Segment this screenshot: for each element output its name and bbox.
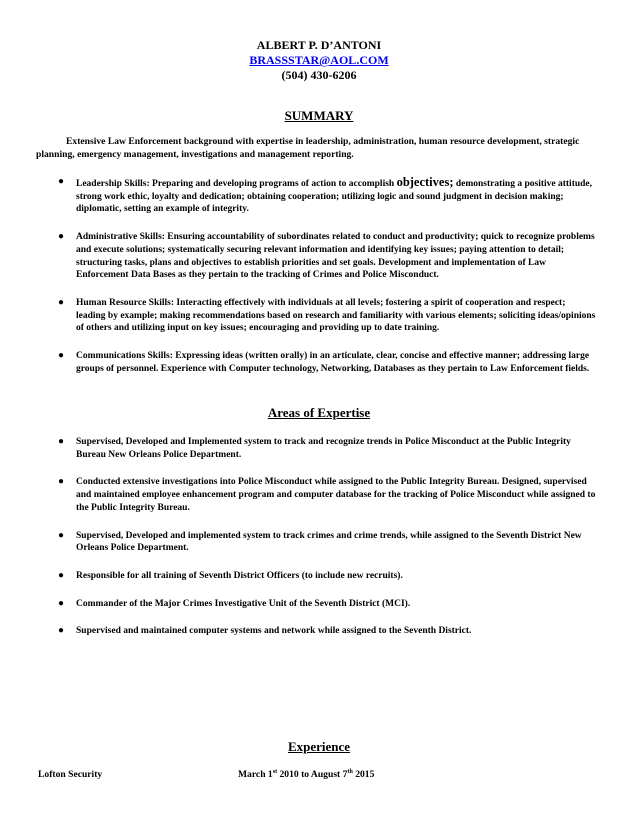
- bullet-icon: ●: [58, 296, 65, 308]
- date-end-suffix: th: [347, 768, 353, 775]
- experience-entry: [38, 769, 598, 780]
- summary-intro: Extensive Law Enforcement background with expertise in leadership, administration, human resource development, strategic planning, emergency management, investigations and management reporting.: [36, 136, 580, 160]
- bullet-text: Leadership Skills: Preparing and developing programs of action to accomplish: [76, 179, 397, 189]
- phone-number: (504) 430-6206: [281, 68, 357, 82]
- summary-bullet-list: [36, 176, 596, 375]
- list-item: [36, 530, 596, 555]
- date-start: March 1: [238, 769, 273, 780]
- date-start-suffix: st: [272, 768, 278, 775]
- date-end-year: 2015: [352, 769, 375, 780]
- expertise-bullet-list: [36, 436, 596, 638]
- expertise-title: Areas of Expertise: [267, 405, 371, 420]
- bullet-icon: ●: [58, 625, 65, 637]
- resume-header: [0, 38, 638, 83]
- bullet-text: Supervised, Developed and Implemented system to track and recognize trends in Police Misconduct at the Public Integrity Bureau New Orleans Police Department.: [76, 437, 571, 460]
- bullet-text: Supervised, Developed and implemented system to track crimes and crime trends, while assigned to the Seventh District New Orleans Police Department.: [76, 530, 582, 554]
- bullet-icon: ●: [58, 436, 65, 447]
- bullet-emphasis: objectives;: [396, 175, 454, 189]
- list-item: [36, 436, 596, 461]
- bullet-text-continued: demonstrating a positive attitude, strong work ethic, loyalty and dedication; obtaining cooperation; utilizing logic and sound judgment in decision making; diplomatic, setting an example of integrity.: [76, 179, 593, 215]
- summary-title: SUMMARY: [284, 108, 354, 123]
- bullet-icon: ●: [58, 350, 65, 362]
- list-item: [36, 231, 596, 282]
- bullet-text: Administrative Skills: Ensuring accountability of subordinates related to conduct and productivity; quick to recognize problems and execute solutions; systematically securing relevant information and identifying key issues; paying attention to detail; structuring tasks, plans and objectives to establish priorities and set goals. Development and implementation of Law Enforcement Data Bases as they pertain to the tracking of Crimes and Police Misconduct.: [76, 232, 595, 281]
- date-range-middle: 2010 to August 7: [277, 769, 348, 780]
- list-item: [36, 598, 596, 611]
- employment-dates: [238, 769, 374, 780]
- bullet-text: Human Resource Skills: Interacting effectively with individuals at all levels; fostering a spirit of cooperation and respect; leading by example; making recommendations based on research and familiarity with various elements; soliciting ideas/opinions of others and utilizing input on key issues; encouraging and providing up to date training.: [76, 297, 596, 334]
- employer-name: Lofton Security: [38, 769, 103, 780]
- bullet-icon: ●: [58, 529, 65, 541]
- candidate-name: ALBERT P. D’ANTONI: [256, 38, 382, 52]
- bullet-icon: ●: [58, 569, 65, 581]
- bullet-icon: ●: [58, 176, 65, 187]
- bullet-text: Supervised and maintained computer systems and network while assigned to the Seventh District.: [76, 626, 472, 637]
- bullet-text: Responsible for all training of Seventh District Officers (to include new recruits).: [76, 570, 403, 581]
- list-item: [36, 625, 596, 638]
- email-link[interactable]: BRASSSTAR@AOL.COM: [249, 53, 389, 67]
- list-item: [36, 476, 596, 514]
- list-item: [36, 297, 596, 335]
- bullet-icon: ●: [58, 231, 65, 243]
- bullet-icon: ●: [58, 476, 65, 488]
- bullet-icon: ●: [58, 597, 65, 609]
- list-item: [36, 176, 596, 216]
- bullet-text: Communications Skills: Expressing ideas (written orally) in an articulate, clear, concise and effective manner; addressing large groups of personnel. Experience with Computer technology, Networking, Databases as they pertain to Law Enforcement fields.: [76, 351, 590, 374]
- experience-title: Experience: [287, 739, 351, 754]
- list-item: [36, 350, 596, 375]
- list-item: [36, 570, 596, 583]
- bullet-text: Commander of the Major Crimes Investigative Unit of the Seventh District (MCI).: [76, 598, 411, 609]
- bullet-text: Conducted extensive investigations into Police Misconduct while assigned to the Public Integrity Bureau. Designed, supervised and maintained employee enhancement program and computer database for the tracking of Police Misconduct while assigned to the Public Integrity Bureau.: [76, 477, 596, 513]
